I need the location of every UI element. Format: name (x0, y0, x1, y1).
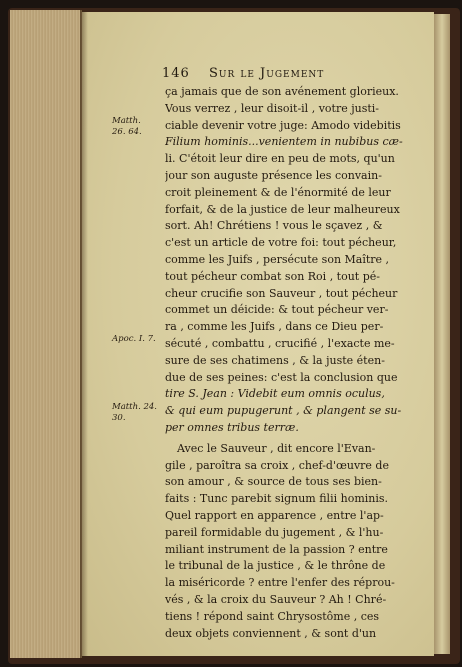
text-line: Filium hominis...venientem in nubibus cæ- (165, 135, 403, 149)
text-line: tiens ! répond saint Chrysostôme , ces (165, 609, 380, 623)
text-line: sure de ses chatimens , & la juste éten- (165, 353, 385, 367)
text-line: forfait, & de la justice de leur malheureux (165, 202, 400, 216)
text-line: ra , comme les Juifs , dans ce Dieu per- (165, 320, 384, 334)
text-line: sécuté , combattu , crucifié , l'exacte me- (165, 336, 395, 350)
text-line: tire S. Jean : Videbit eum omnis oculus, (165, 387, 385, 401)
text-line: gile , paroîtra sa croix , chef-d'œuvre de (165, 458, 389, 472)
text-line: son amour , & source de tous ses bien- (165, 475, 382, 489)
text-line: Vous verrez , leur disoit-il , votre justi- (165, 101, 380, 115)
text-line: per omnes tribus terræ. (165, 420, 299, 434)
text-line: ciable devenir votre juge: Amodo videbitis (165, 118, 401, 132)
text-line: pareil formidable du jugement , & l'hu- (165, 525, 384, 539)
text-line: Avec le Sauveur , dit encore l'Evan- (177, 441, 376, 455)
running-title: Sur le Jugement (208, 66, 325, 81)
text-line: li. C'étoit leur dire en peu de mots, qu'un (165, 152, 395, 166)
text-line: miliant instrument de la passion ? entre (165, 542, 388, 556)
margin-note-ref: 26. 64. (112, 127, 142, 137)
text-line: le tribunal de la justice , & le thrône de (165, 559, 386, 573)
text-line: Quel rapport en apparence , entre l'ap- (165, 508, 384, 522)
text-line: comme les Juifs , persécute son Maître , (165, 252, 390, 266)
page-header (162, 66, 402, 81)
next-page-edge (434, 14, 450, 654)
text-line: croit pleinement & de l'énormité de leur (165, 185, 391, 199)
text-line: faits : Tunc parebit signum filii hominis. (165, 492, 389, 506)
margin-note-label: Matth. 24. (112, 402, 157, 412)
text-line: deux objets conviennent , & sont d'un (165, 626, 377, 640)
margin-note-apoc (112, 334, 162, 345)
spine-shadow (80, 10, 88, 658)
text-line: due de ses peines: c'est la conclusion que (165, 370, 398, 384)
page-number: 146 (162, 66, 190, 81)
text-line: jour son auguste présence les convain- (165, 168, 382, 182)
margin-note-label: Apoc. I. 7. (112, 334, 156, 344)
text-line: ça jamais que de son avénement glorieux. (165, 85, 399, 98)
text-line: sort. Ah! Chrétiens ! vous le sçavez , & (165, 219, 383, 233)
margin-note-matth-24 (112, 402, 162, 424)
page-edges (10, 10, 82, 658)
text-line: vés , & la croix du Sauveur ? Ah ! Chré- (165, 592, 387, 606)
margin-note-ref: 30. (112, 413, 126, 423)
text-line: cheur crucifie son Sauveur , tout pécheur (165, 286, 398, 300)
text-line: commet un déicide: & tout pécheur ver- (165, 303, 389, 317)
text-line: c'est un article de votre foi: tout pécheur, (165, 236, 397, 250)
body-text (165, 84, 407, 642)
margin-note-matth-26 (112, 116, 162, 138)
text-line: & qui eum pupugerunt , & plangent se su- (165, 404, 402, 418)
text-line: la miséricorde ? entre l'enfer des réprou- (165, 576, 395, 590)
text-line: tout pécheur combat son Roi , tout pé- (165, 269, 380, 283)
margin-note-label: Matth. (112, 116, 141, 126)
